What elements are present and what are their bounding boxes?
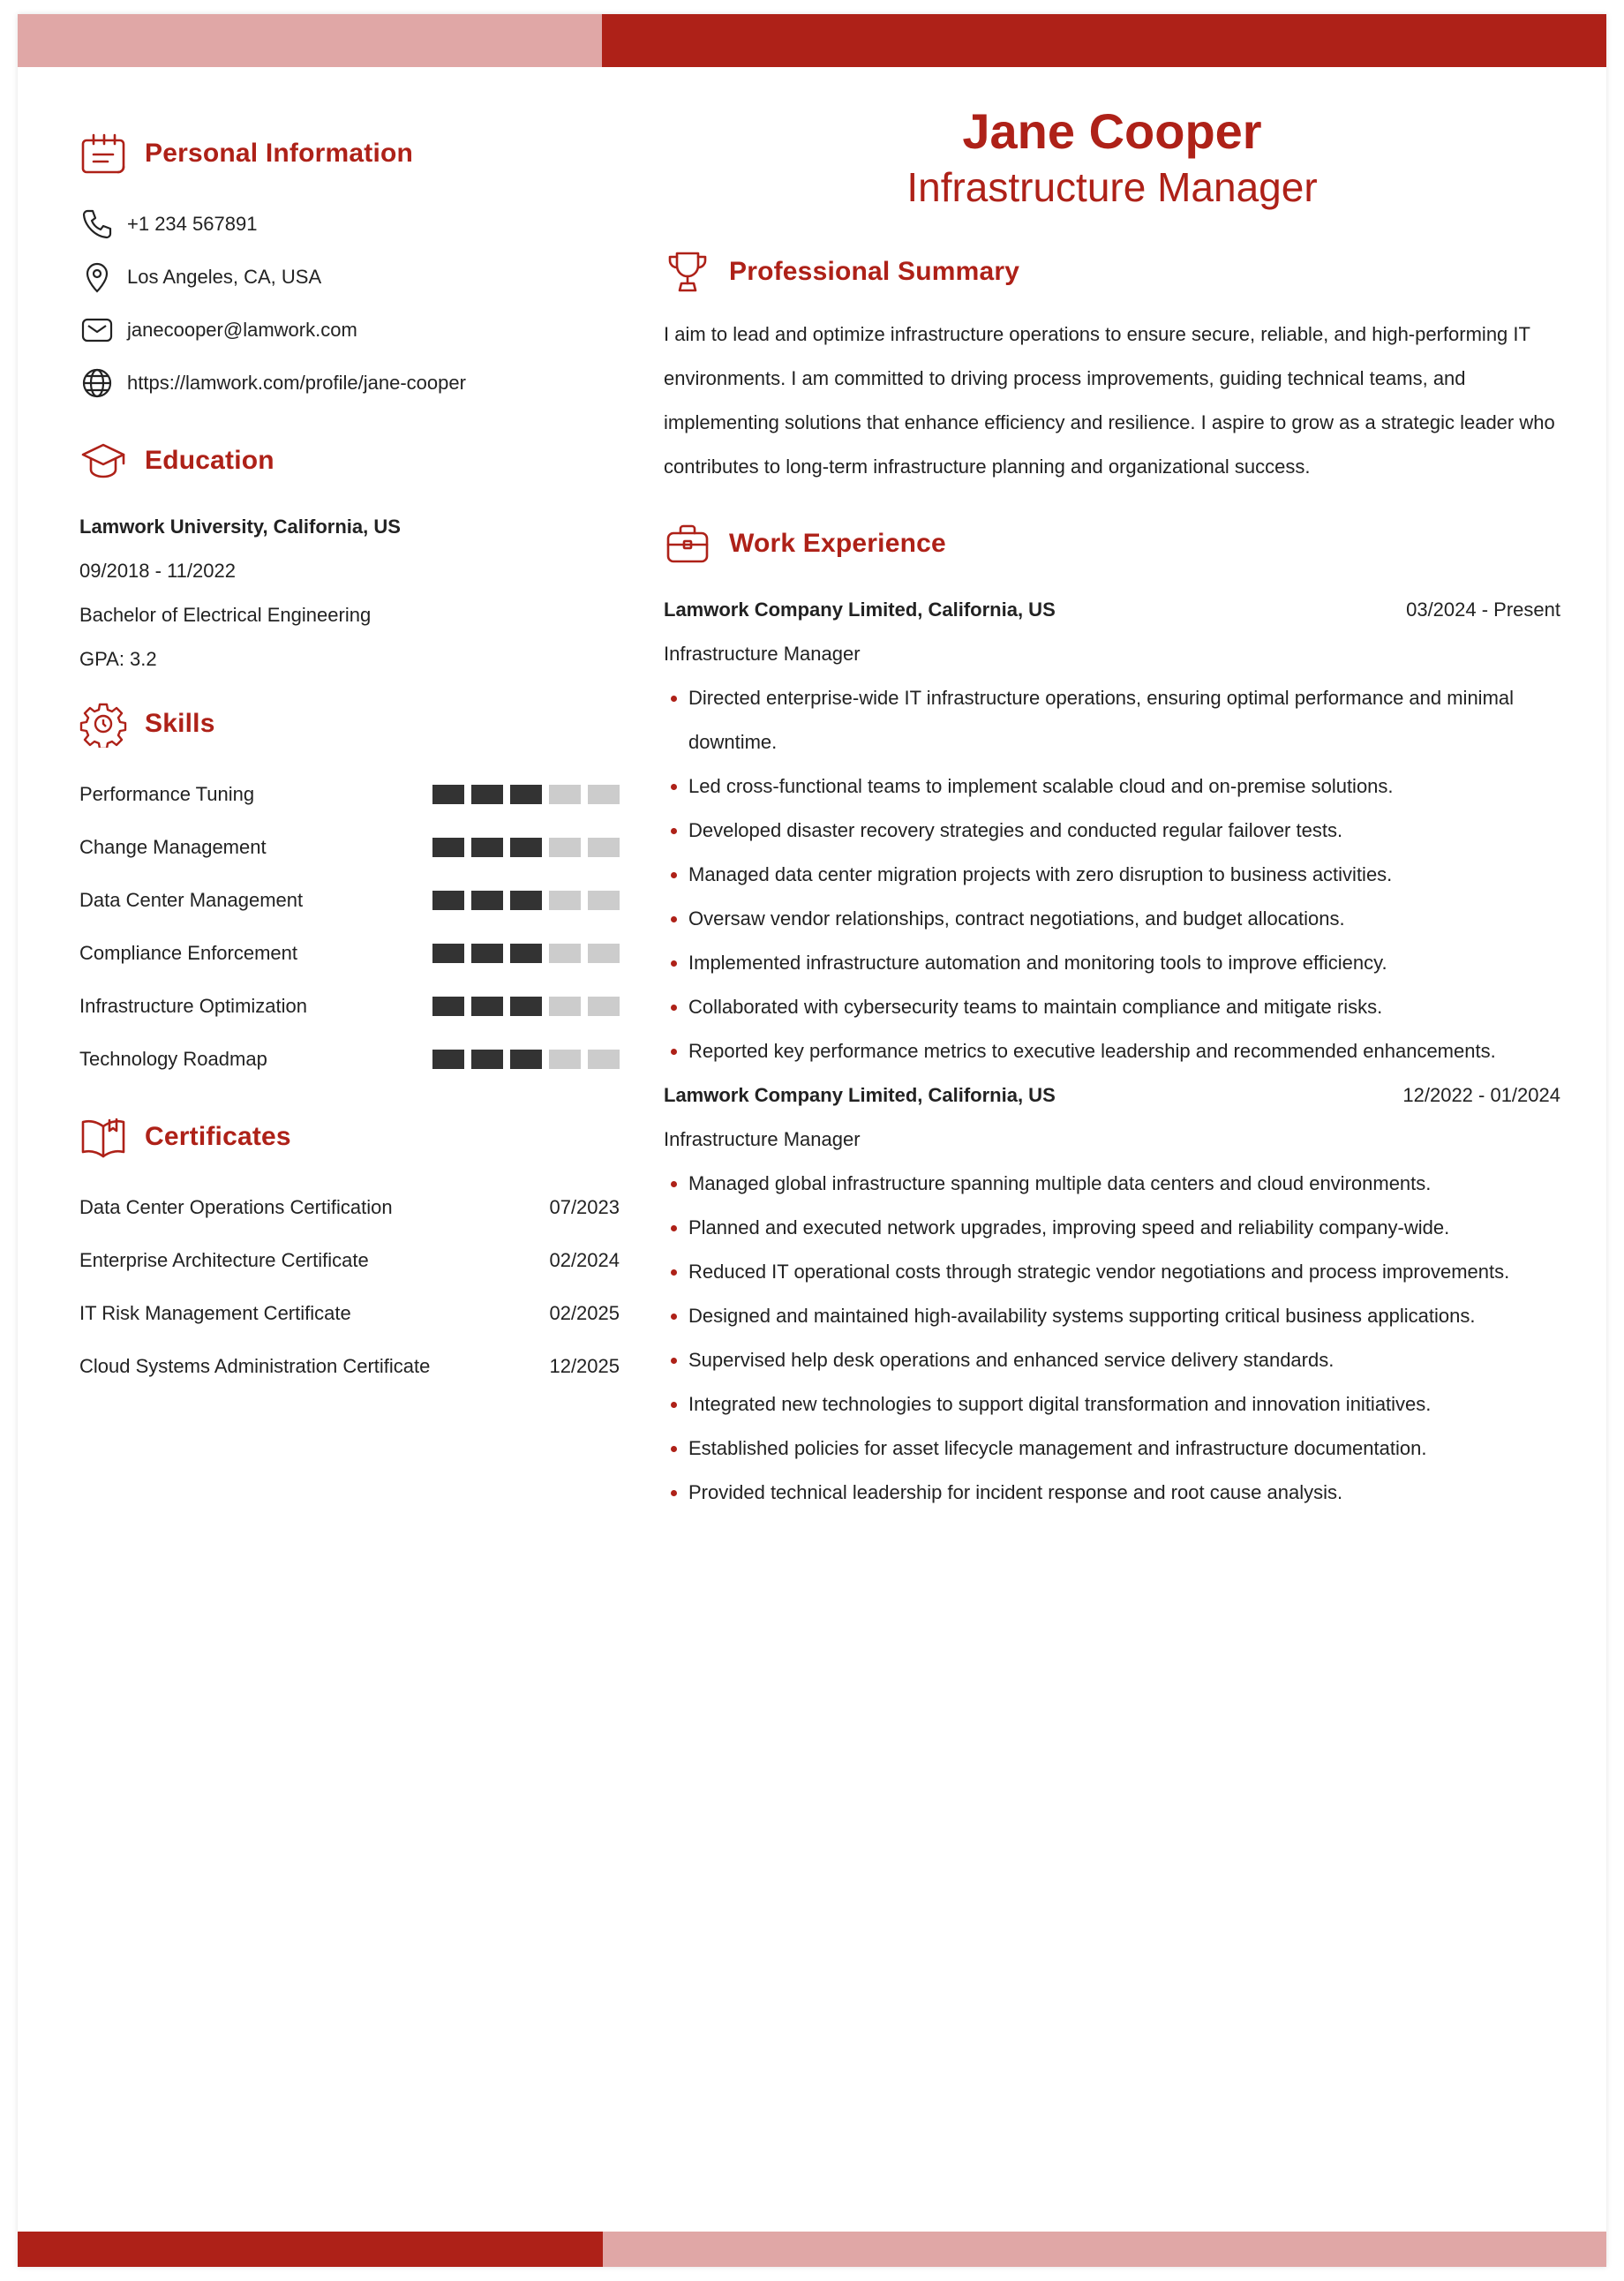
job-role: Infrastructure Manager (664, 1128, 861, 1150)
skills-title: Skills (145, 709, 215, 738)
contact-phone (79, 198, 620, 251)
skill-level-segment (588, 785, 620, 804)
personal-info-title: Personal Information (145, 139, 414, 168)
skill-level-bar (432, 1050, 620, 1069)
resume-page (18, 14, 1606, 2267)
certificate-row (79, 1287, 620, 1340)
skill-level-segment (510, 838, 542, 857)
job-bullet: Established policies for asset lifecycle management and infrastructure documentation. (664, 1427, 1560, 1471)
skill-row (79, 980, 620, 1033)
job-bullet: Designed and maintained high-availability systems supporting critical business applications. (664, 1294, 1560, 1338)
skill-level-bar (432, 997, 620, 1016)
skill-level-segment (549, 944, 581, 963)
top-band-light (18, 14, 602, 67)
skill-level-bar (432, 838, 620, 857)
skill-level-segment (432, 1050, 464, 1069)
skills-header (79, 699, 620, 749)
skill-row (79, 821, 620, 874)
skill-level-segment (432, 838, 464, 857)
skill-level-segment (471, 997, 503, 1016)
skill-name: Change Management (79, 836, 267, 858)
summary-line: contributes to long-term infrastructure planning and organizational success. (664, 455, 1311, 478)
skill-name: Compliance Enforcement (79, 942, 298, 964)
skill-level-bar (432, 891, 620, 910)
job-bullet: Integrated new technologies to support digital transformation and innovation initiatives. (664, 1382, 1560, 1427)
skill-level-segment (471, 891, 503, 910)
right-column (664, 102, 1560, 1515)
job-entry (664, 1073, 1560, 1515)
experience-title: Work Experience (729, 529, 946, 558)
certificate-name: Enterprise Architecture Certificate (79, 1249, 369, 1271)
skill-level-segment (471, 785, 503, 804)
email-icon (79, 312, 115, 348)
job-bullet: Reported key performance metrics to executive leadership and recommended enhancements. (664, 1029, 1560, 1073)
skill-level-bar (432, 785, 620, 804)
skill-level-segment (549, 838, 581, 857)
skill-level-segment (549, 997, 581, 1016)
skill-name: Performance Tuning (79, 783, 255, 805)
certificate-date: 02/2024 (549, 1249, 620, 1271)
bottom-band-dark (18, 2232, 603, 2267)
job-bullet: Led cross-functional teams to implement scalable cloud and on-premise solutions. (664, 764, 1560, 809)
trophy-icon (664, 247, 713, 297)
job-header (664, 588, 1560, 632)
contact-website (79, 357, 620, 410)
email-link[interactable]: janecooper@lamwork.com (127, 319, 357, 341)
skill-level-segment (471, 1050, 503, 1069)
location-text: Los Angeles, CA, USA (127, 266, 322, 288)
jobs-list (664, 588, 1560, 1515)
job-bullets (664, 676, 1560, 1073)
skill-level-segment (510, 944, 542, 963)
contact-location (79, 251, 620, 304)
skill-level-segment (432, 997, 464, 1016)
job-bullet: Collaborated with cybersecurity teams to maintain compliance and mitigate risks. (664, 985, 1560, 1029)
skill-row (79, 874, 620, 927)
certificate-name: IT Risk Management Certificate (79, 1302, 351, 1324)
skill-name: Data Center Management (79, 889, 304, 911)
education-degree: Bachelor of Electrical Engineering (79, 604, 372, 626)
summary-line: I aim to lead and optimize infrastructure operations to ensure secure, reliable, and high-performing IT (664, 323, 1530, 345)
summary-line: implementing solutions that enhance efficiency and resilience. I aspire to grow as a strategic leader who (664, 411, 1555, 433)
skill-level-segment (510, 997, 542, 1016)
skill-level-segment (549, 891, 581, 910)
job-entry (664, 588, 1560, 1073)
certificate-date: 07/2023 (549, 1196, 620, 1218)
phone-text: +1 234 567891 (127, 213, 258, 235)
skill-level-segment (432, 785, 464, 804)
skill-name: Technology Roadmap (79, 1048, 267, 1070)
skill-level-segment (588, 944, 620, 963)
job-bullet: Directed enterprise-wide IT infrastructure operations, ensuring optimal performance and minimal downtime. (664, 676, 1560, 764)
phone-icon (79, 207, 115, 242)
job-bullet: Oversaw vendor relationships, contract negotiations, and budget allocations. (664, 897, 1560, 941)
summary-title: Professional Summary (729, 257, 1020, 286)
skill-level-segment (549, 785, 581, 804)
graduation-cap-icon (79, 436, 129, 486)
job-company: Lamwork Company Limited, California, US (664, 598, 1056, 621)
certificates-title: Certificates (145, 1122, 291, 1151)
skill-level-segment (549, 1050, 581, 1069)
candidate-title: Infrastructure Manager (906, 164, 1318, 210)
job-bullet: Supervised help desk operations and enhanced service delivery standards. (664, 1338, 1560, 1382)
summary-line: environments. I am committed to driving process improvements, guiding technical teams, and (664, 367, 1466, 389)
education-gpa: GPA: 3.2 (79, 648, 157, 670)
skill-level-segment (432, 891, 464, 910)
job-bullets (664, 1162, 1560, 1515)
contact-email (79, 304, 620, 357)
job-bullet: Implemented infrastructure automation and monitoring tools to improve efficiency. (664, 941, 1560, 985)
globe-icon (79, 365, 115, 401)
book-icon (79, 1112, 129, 1162)
briefcase-icon (664, 519, 713, 568)
job-bullet: Managed data center migration projects with zero disruption to business activities. (664, 853, 1560, 897)
certificate-name: Cloud Systems Administration Certificate (79, 1355, 431, 1377)
skill-level-bar (432, 944, 620, 963)
bottom-band-light (603, 2232, 1606, 2267)
skill-level-segment (588, 891, 620, 910)
certificates-header (79, 1112, 620, 1162)
skill-name: Infrastructure Optimization (79, 995, 307, 1017)
gear-icon (79, 699, 129, 749)
top-band-dark (602, 14, 1606, 67)
skill-level-segment (588, 838, 620, 857)
skill-row (79, 1033, 620, 1086)
certificate-date: 12/2025 (549, 1355, 620, 1377)
job-bullet: Developed disaster recovery strategies and conducted regular failover tests. (664, 809, 1560, 853)
job-company: Lamwork Company Limited, California, US (664, 1084, 1056, 1106)
job-dates: 12/2022 - 01/2024 (1402, 1084, 1560, 1106)
skill-level-segment (588, 1050, 620, 1069)
job-dates: 03/2024 - Present (1406, 598, 1560, 621)
education-header (79, 436, 620, 486)
job-bullet: Managed global infrastructure spanning multiple data centers and cloud environments. (664, 1162, 1560, 1206)
certificate-date: 02/2025 (549, 1302, 620, 1324)
education-school: Lamwork University, California, US (79, 516, 401, 538)
skill-level-segment (510, 785, 542, 804)
calendar-notes-icon (79, 129, 129, 178)
personal-info-header (79, 129, 620, 178)
job-bullet: Planned and executed network upgrades, improving speed and reliability company-wide. (664, 1206, 1560, 1250)
certificates-list (79, 1181, 620, 1393)
certificate-name: Data Center Operations Certification (79, 1196, 393, 1218)
certificate-row (79, 1181, 620, 1234)
skill-level-segment (471, 944, 503, 963)
left-column (79, 129, 620, 1393)
experience-header (664, 519, 1560, 568)
skill-level-segment (588, 997, 620, 1016)
job-header (664, 1073, 1560, 1118)
website-link[interactable]: https://lamwork.com/profile/jane-cooper (127, 372, 466, 394)
candidate-name: Jane Cooper (962, 103, 1262, 159)
skill-row (79, 927, 620, 980)
summary-header (664, 247, 1560, 297)
skill-level-segment (510, 1050, 542, 1069)
job-role: Infrastructure Manager (664, 643, 861, 665)
job-bullet: Reduced IT operational costs through strategic vendor negotiations and process improvements. (664, 1250, 1560, 1294)
certificate-row (79, 1234, 620, 1287)
skill-row (79, 768, 620, 821)
education-title: Education (145, 446, 274, 475)
skill-level-segment (471, 838, 503, 857)
job-bullet: Provided technical leadership for incident response and root cause analysis. (664, 1471, 1560, 1515)
location-pin-icon (79, 260, 115, 295)
education-dates: 09/2018 - 11/2022 (79, 560, 236, 582)
certificate-row (79, 1340, 620, 1393)
skills-list (79, 768, 620, 1086)
skill-level-segment (510, 891, 542, 910)
summary-text (664, 312, 1560, 489)
skill-level-segment (432, 944, 464, 963)
